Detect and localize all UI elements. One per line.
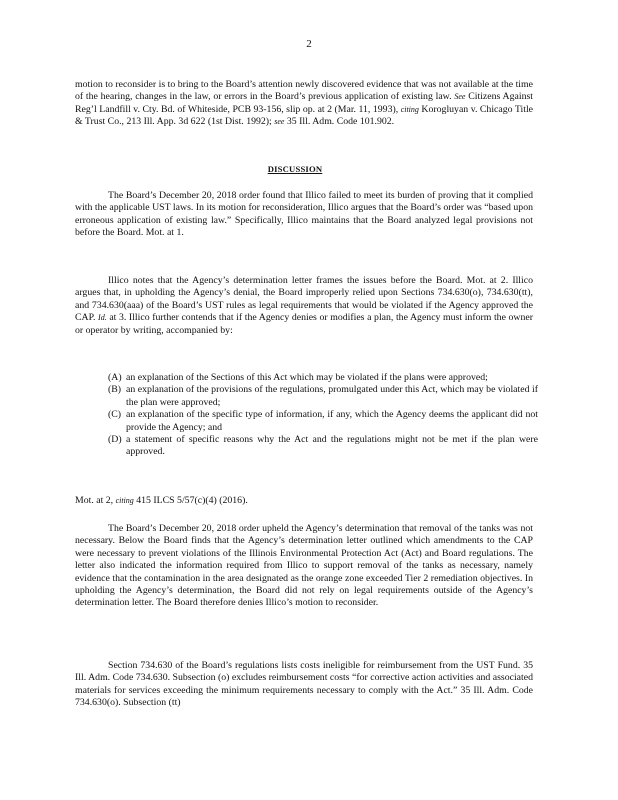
section-heading <box>0 163 618 175</box>
cite-mot: Mot. at 2, <box>75 495 114 506</box>
statute-citation <box>75 495 533 507</box>
list-item-text: an explanation of the provisions of the regulations, promulgated under this Act, which may be violated if the plan were approved; <box>126 384 538 408</box>
list-item-text: an explanation of the Sections of this Act which may be violated if the plans were approved; <box>126 372 488 383</box>
motion-standard-text: motion to reconsider is to bring to the Board’s attention newly discovered evidence that was not available at the time of the hearing, changes in the law, or errors in the Board’s previous application of existing law. <box>75 79 533 103</box>
requirements-list <box>108 372 538 459</box>
heading-discussion: DISCUSSION <box>267 164 323 174</box>
list-item <box>108 384 538 409</box>
paragraph-board-order: The Board’s December 20, 2018 order found that Illico failed to meet its burden of proving that it complied with the applicable UST laws. In its motion for reconsideration, Illico argues that the Board’s order was “based upon erroneous application of existing law.” Specifically, Illico maintains that the Board analyzed legal provisions not before the Board. Mot. at 1. <box>75 190 533 239</box>
paragraph-section-734-630: Section 734.630 of the Board’s regulations lists costs ineligible for reimbursement from the UST Fund. 35 Ill. Adm. Code 734.630. Subsection (o) excludes reimbursement costs “for corrective action activities and associated materials for services exceeding the minimum requirements necessary to comply with the Act.” 35 Ill. Adm. Code 734.630(o). Subsection (tt) <box>75 660 533 709</box>
citation-adm-code: 35 Ill. Adm. Code 101.902. <box>286 116 395 128</box>
signal-citing-2: citing <box>115 496 134 505</box>
list-item <box>108 409 538 434</box>
paragraph-motion-standard <box>75 79 533 129</box>
list-marker: (B) <box>108 384 122 396</box>
list-marker: (D) <box>108 434 122 446</box>
illico-contends-text: at 3. Illico further contends that if the Agency denies or modifies a plan, the Agency must inform the owner or operator by writing, accompanied by: <box>75 312 534 336</box>
list-item-text: an explanation of the specific type of information, if any, which the Agency deems the applicant did not provide the Agency; and <box>126 409 538 433</box>
signal-citing: citing <box>400 104 419 114</box>
signal-id: Id. <box>98 313 107 323</box>
list-item-text: a statement of specific reasons why the Act and the regulations might not be met if the plan were approved. <box>126 434 538 458</box>
list-item <box>108 372 538 384</box>
list-marker: (A) <box>108 372 122 383</box>
page-number: 2 <box>306 38 312 50</box>
citation-korogluyan: Korogluyan v. Chicago Title & Trust Co., 213 Ill. App. 3d 622 (1st Dist. 1992); <box>75 103 534 128</box>
signal-see-2: see <box>274 117 285 127</box>
paragraph-board-upheld: The Board’s December 20, 2018 order upheld the Agency’s determination that removal of the tanks was not necessary. Below the Board finds that the Agency’s determination letter outlined which amendments to the CAP were necessary to prevent violations of the Illinois Environmental Protection Act (Act) and Board regulations. The letter also indicated the information required from Illico to support removal of the tanks as necessary, namely evidence that the contamination in the area designated as the orange zone exceeded Tier 2 remediation objectives. In upholding the Agency’s determination, the Board did not rely on legal requirements outside of the Agency’s determination letter. The Board therefore denies Illico’s motion to reconsider. <box>75 523 533 609</box>
signal-see: See <box>454 92 466 102</box>
illico-argues-text: Illico notes that the Agency’s determination letter frames the issues before the Board. Mot. at 2. Illico argues that, in upholding the Agency’s denial, the Board improperly relied upon Sections 734.630(o), 734.630(tt), and 734.630(aaa) of the Board’s UST rules as legal requirements that would be violated if the Agency approved the CAP. <box>75 275 533 324</box>
list-item <box>108 434 538 459</box>
citation-citizens: Citizens Against Reg’l Landfill v. Cty. Bd. of Whiteside, PCB 93-156, slip op. at 2 (Mar. 11, 1993), <box>75 91 534 115</box>
cite-ilcs: 415 ILCS 5/57(c)(4) (2016). <box>136 495 248 506</box>
list-marker: (C) <box>108 409 122 421</box>
paragraph-illico-argues <box>75 275 533 337</box>
